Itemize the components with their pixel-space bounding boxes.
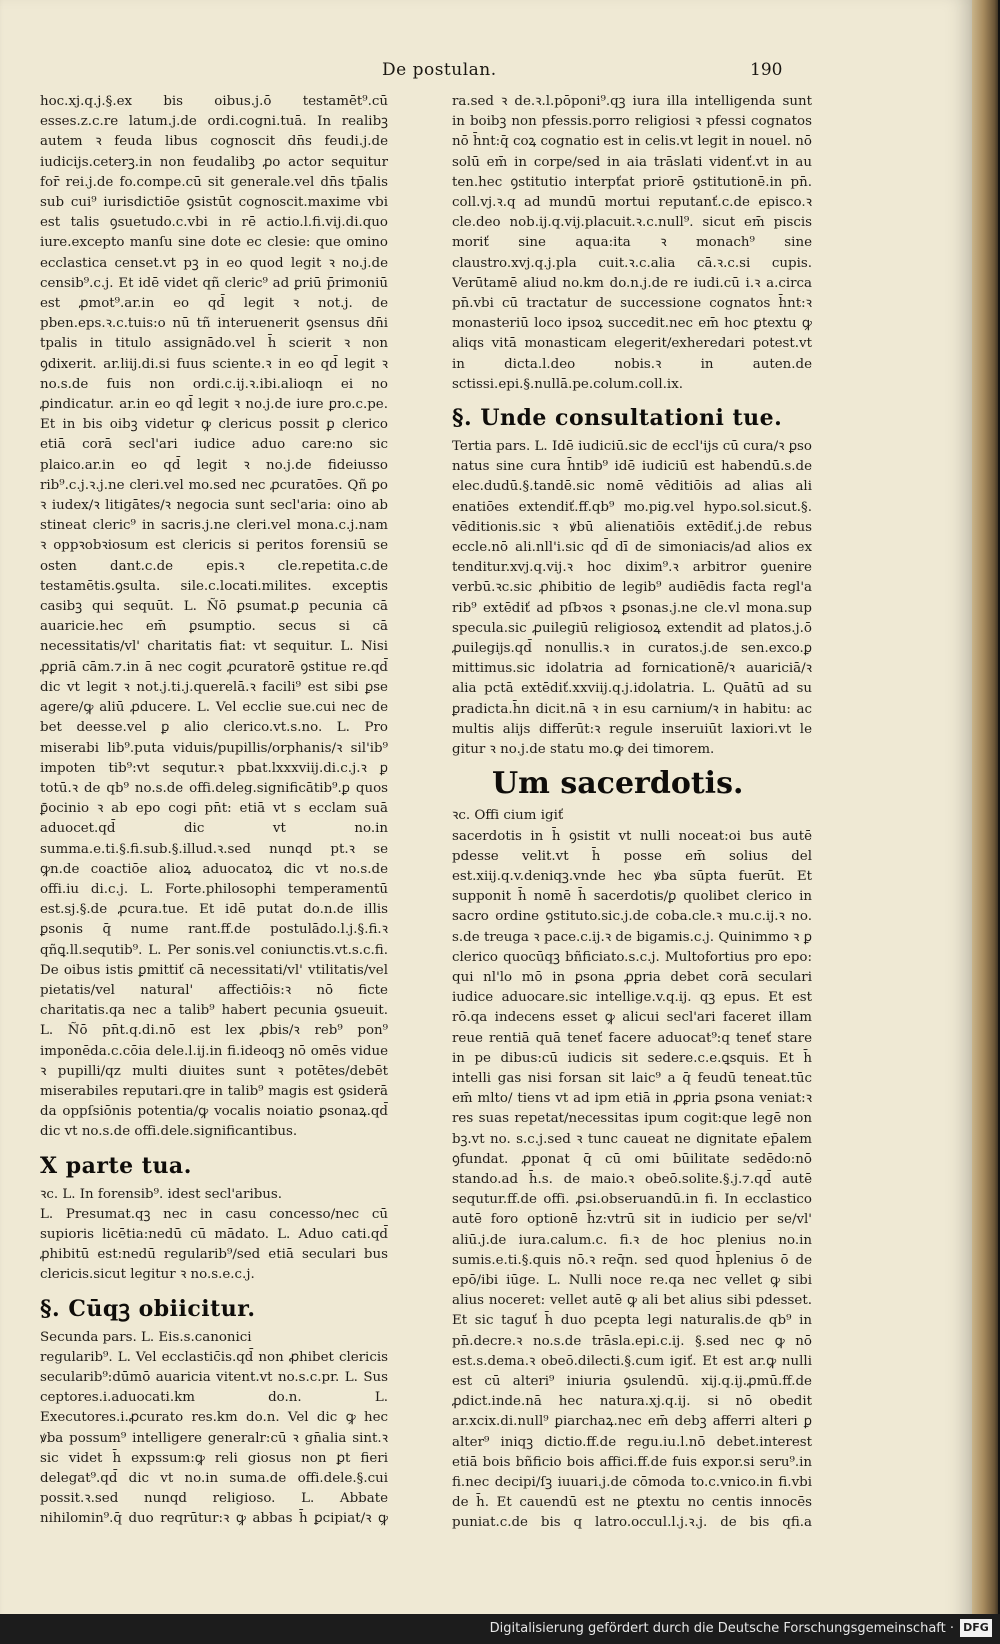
left-rubric-2: §. Cūqꝫ obiicitur. <box>40 1295 256 1322</box>
left-paragraph-1: hoc.xj.q.j.§.ex bis oibus.j.ō testamēt⁹.cū esses.z.c.re latum.j.de ordi.cogni.tuā. In realibꝫ autem ꝛ feuda libus cognoscit dn̄s feudi.j.de iudicijs.ceterꝫ.in non feudalibꝫ ꝓo actor sequitur for̄ rei.j.de fo.compe.cū sit generale.vel dn̄s tp̄alis sub cui⁹ iurisdictiōe ꝯsistūt cognoscit.maxime vbi est talis ꝯsuetudo.c.vbi in rē actio.l.fi.vij.di.quo iure.excepto manſu sine dote ec clesie: que omino ecclastica censet.vt pꝫ in eo quod legit ꝛ no.j.de censib⁹.c.j. Et idē videt qñ cleric⁹ ad ꝑriū p̄rimoniū est ꝓmot⁹.ar.in eo qd̄ legit ꝛ not.j. de pben.eps.ꝛ.c.tuis:o nū tñ interuenerit ꝯsensus dn̄i tpalis in titulo assignādo.vel h̄ scierit ꝛ non ꝯdixerit. ar.liij.di.si fuus sciente.ꝛ in eo qd̄ legit ꝛ no.s.de fuis non ordi.c.ij.ꝛ.ibi.alioqn ei no ꝓindicatur. ar.in eo qd̄ legit ꝛ no.j.de iure ꝑro.c.pe. Et in bis oibꝫ videtur ꝙ clericus possit ꝑ clerico etiā corā secl'ari iudice aduo care:no sic plaico.ar.in eo qd̄ legit ꝛ no.j.de fideiusso rib⁹.c.j.ꝛ.j.ne cleri.vel mo.sed nec ꝓcuratōes. Qñ ꝑo ꝛ iudex/ꝛ litigātes/ꝛ negocia sunt secl'aria: oino ab stineat cleric⁹ in sacris.j.ne cleri.vel mona.c.j.nam ꝛ oppꝛobꝛiosum est clericis si peritos forensiū se osten dant.c.de epis.ꝛ cle.repetita.c.de testamētis.ꝯsulta. sile.c.locati.milites. exceptis casibꝫ qui sequūt. L. Ñō ꝑsumat.ꝑ pecunia cā auaricie.hec em̄ ꝑsumptio. secus si cā necessitatis/vl' charitatis fiat: vt sequitur. L. Nisi ꝓꝑriā cām.⁊.in ā nec cogit ꝓcuratorē ꝯstitue re.qd̄ dic vt legit ꝛ not.j.ti.j.querelā.ꝛ facili⁹ est sibi ꝑse agere/ꝙ aliū ꝓducere. L. Vel ecclie sue.cui nec de bet deesse.vel ꝑ alio clerico.vt.s.no. L. Pro miserabi lib⁹.puta viduis/pupillis/orphanis/ꝛ sil'ib⁹ impoten tib⁹:vt sequtur.ꝛ pbat.lxxxviij.di.c.j.ꝛ ꝑ totū.ꝛ de qb⁹ no.s.de offi.deleg.significātib⁹.ꝑ quos ꝑ̄ocinio ꝛ ab epo cogi pn̄t: etiā vt s ecclam suā aduocet.qd̄ dic vt no.in summa.e.ti.§.fi.sub.§.illud.ꝛ.sed nunqd pt.ꝛ se ꝙn.de coactiōe alioꝝ aduocatoꝝ dic vt no.s.de offi.iu di.c.j. L. Forte.philosophi temperamentū est.sj.§.de ꝓcura.tue. Et idē putat do.n.de illis ꝑsonis q̄ nume rant.ff.de postulādo.l.j.§.fi.ꝛ qñꝗ.ll.sequtib⁹. L. Per sonis.vel coniunctis.vt.s.c.fi. De oibus istis ꝑmittiť cā necessitati/vl' vtilitatis/vel pietatis/vel natural' affectiōis:ꝛ nō ficte charitatis.qa nec a talib⁹ habert pecunia ꝯsueuit. L. Ñō pn̄t.q.di.nō est lex ꝓbis/ꝛ reb⁹ pon⁹ imponēda.c.cōia dele.l.ij.in fi.ideoqꝫ nō omēs vidue ꝛ pupilli/qz multi diuites sunt ꝛ potētes/debēt miserabiles reputari.qre in talib⁹ magis est ꝯsiderā da oppſsiōnis potentia/ꝙ vocalis noiatio ꝑsonaꝝ.qd̄ dic vt no.s.de offi.dele.significantibus. <box>40 94 388 1140</box>
page-edge <box>972 0 1000 1644</box>
right-paragraph-3: sacerdotis in h̄ ꝯsistit vt nulli noceat:oi bus autē pdesse velit.vt h̄ posse em̄ solius del est.xiij.q.v.deniqꝫ.vnde hec ꝟba sūpta fuerūt. Et supponit h̄ nomē h̄ sacerdotis/ꝑ quolibet clerico in sacro ordine ꝯstituto.sic.j.de coba.cle.ꝛ mu.c.ij.ꝛ no. s.de treuga ꝛ pace.c.ij.ꝛ de bigamis.c.j. Quinimmo ꝛ ꝑ clerico quocūqꝫ bñficiato.s.c.j. Multofortius pro epo: qui nl'lo mō in ꝑsona ꝓꝑria debet corā seculari iudice aduocare.sic intellige.v.q.ij. qꝫ epus. Et est rō.qa indecens esset ꝙ alicui secl'ari faceret illam reue rentiā quā teneť facere aduocat⁹:q teneť stare in pe dibus:cū iudicis sit sedere.c.e.ꝗsquis. Et h̄ intelli gas nisi forsan sit laic⁹ a q̄ feudū teneat.tūc em̄ mlto/ tiens vt ad ipm etiā in ꝓꝑria ꝑsona veniat:ꝛ res suas repetat/necessitas ipum cogit:que legē non bꝫ.vt no. s.c.j.sed ꝛ tunc caueat ne dignitate ep̄alem ꝯfundat. ꝓponat q̄ cū omi būilitate sedēdo:nō stando.ad h̄.s. de maio.ꝛ obeō.solite.§.j.⁊.qd̄ autē sequtur.ff.de offi. ꝓsi.obseruandū.in fi. In ecclastico autē foro optionē h̄z:vtrū sit in iudicio per se/vl' aliū.j.de iura.calum.c. fi.ꝛ de hoc plenius no.in sumis.e.ti.§.quis nō.ꝛ req̄n. sed quod h̄plenius ō de epō/ibi iūge. L. Nulli noce re.qa nec vellet ꝙ sibi alius noceret: vellet autē ꝙ ali bet alius sibi pdesset. Et sic taguť h̄ duo pcepta legi naturalis.de qb⁹ in pn̄.decre.ꝛ no.s.de trāsla.epi.c.ij. §.sed nec ꝙ nō est.s.dema.ꝛ obeō.dilecti.§.cum igiť. Et est ar.ꝙ nulli est cū alteri⁹ iniuria ꝯsulendū. xij.q.ij.ꝓmū.ff.de ꝓdict.inde.nā hec natura.xj.q.ij. si nō obedit ar.xcix.di.null⁹ ꝑiarchaꝝ.nec em̄ debꝫ afferri alteri ꝑ alter⁹ iniqꝫ dictio.ff.de regu.iu.l.nō debet.interest etiā bois bñficio bois affici.ff.de fuis expor.si seru⁹.in fi.nec decipi/ſꝫ iuuari.j.de cōmoda to.c.vnico.in fi.vbi de h̄. Et cauendū est ne ꝑtextu no centis innocēs puniat.c.de bis q latro.occul.l.j.ꝛ.j. de bis qfi.a <box>452 828 812 1530</box>
page-number: 190 <box>750 60 783 80</box>
funding-note: Digitalisierung gefördert durch die Deutsche Forschungsgemeinschaft · <box>489 1621 954 1636</box>
digitization-footer <box>0 1614 1000 1644</box>
running-head: De postulan. <box>382 60 497 80</box>
right-rubric-1: §. Unde consultationi tue. <box>452 405 783 432</box>
page-header <box>0 58 972 88</box>
left-paragraph-3: regularib⁹. L. Vel ecclastic̄is.qd̄ non ꝓhibet clericis secularib⁹:dūmō auaricia vitent.vt no.s.c.pr. L. Sus ceptores.i.aduocati.km do.n. L. Executores.i.ꝓcurato res.km do.n. Vel dic ꝙ hec ꝟba possum⁹ intelligere generalr:cū ꝛ gn̄alia sint.ꝛ sic videt h̄ expssum:ꝙ reli giosus non ꝑt fieri delegat⁹.qd̄ dic vt no.in suma.de offi.dele.§.cui possit.ꝛ.sed nunqd religioso. L. Abbate nihilomin⁹.q̄ duo reqrūtur:ꝛ ꝙ abbas h̄ ꝑcipiat/ꝛ ꝙ <box>40 1349 388 1527</box>
dfg-logo: DFG <box>960 1619 992 1637</box>
right-rubric-2: Um sacerdotis. <box>492 766 744 802</box>
right-gloss-1: ꝛc. Offi cium igiť <box>452 808 564 824</box>
left-column <box>40 92 388 1530</box>
right-column <box>452 92 812 1530</box>
left-paragraph-2: L. Presumat.qꝫ nec in casu concesso/nec cū supioris licētia:nedū cū mādato. L. Aduo cati.qd̄ ꝓhibitū est:nedū regularib⁹/sed etiā seculari bus clericis.sicut legitur ꝛ no.s.e.c.j. <box>40 1206 388 1283</box>
right-paragraph-2: Tertia pars. L. Idē iudiciū.sic de eccl'ijs cū cura/ꝛ ꝑso natus sine cura h̄ntib⁹ idē iudiciū est habendū.s.de elec.dudū.§.tandē.sic nomē vēditiōis ad alias ali enatiōes extendiť.ff.qb⁹ mo.pig.vel hypo.sol.sicut.§. vēditionis.sic ꝛ ꝟbū alienatiōis extēdiť.j.de rebus eccle.nō ali.nll'i.sic qd̄ dī de simoniacis/ad alios ex tenditur.xvj.q.vij.ꝛ hoc dixim⁹.ꝛ arbitror ꝯuenire verbū.ꝛc.sic ꝓhibitio de legib⁹ audiēdis facta regl'a rib⁹ extēdiť ad pſbꝛos ꝛ ꝑsonas.j.ne cle.vl mona.sup specula.sic ꝓuilegiū religiosoꝝ extendit ad platos.j.ō ꝓuilegijs.qd̄ nonullis.ꝛ in curatos.j.de sen.exco.ꝑ mittimus.sic idolatria ad fornicationē/ꝛ auariciā/ꝛ alia pctā extēdiť.xxviij.q.j.idolatria. L. Quātū ad su ꝑradicta.h̄n dicit.nā ꝛ in esu carnium/ꝛ in habitu: ac multis alijs differūt:ꝛ regule inseruiūt laxiori.vt le gitur ꝛ no.j.de statu mo.ꝙ dei timorem. <box>452 439 812 758</box>
left-gloss-1: ꝛc. L. In forensib⁹. idest secl'aribus. <box>40 1186 283 1202</box>
left-gloss-2: Secunda pars. L. Eis.s.canonici <box>40 1329 252 1345</box>
right-paragraph-1: ra.sed ꝛ de.ꝛ.l.pōponi⁹.qꝫ iura illa intelligenda sunt in boibꝫ non pfessis.porro religiosi ꝛ pfessi cognatos nō h̄nt:q̄ coꝝ cognatio est in celis.vt legit in nouel. nō solū em̄ in corpe/sed in aia trāslati videnť.vt in au ten.hec ꝯstitutio interpťat priorē ꝯstitutionē.in pn̄. coll.vj.ꝛ.q ad mundū mortui reputanť.c.de episco.ꝛ cle.deo nob.ij.q.vij.placuit.ꝛ.c.null⁹. sicut em̄ piscis moriť sine aqua:ita ꝛ monach⁹ sine claustro.xvj.q.j.pla cuit.ꝛ.c.alia cā.ꝛ.c.si cupis. Verūtamē aliud no.km do.n.j.de re iudi.cū i.ꝛ a.circa pn̄.vbi cū tractatur de successione cognatos h̄nt:ꝛ monasteriū loco ipsoꝝ succedit.nec em̄ hoc ꝑtextu ꝙ aliqs vitā monasticam elegerit/exheredari potest.vt in dicta.l.deo nobis.ꝛ in auten.de sctissi.epi.§.nullā.pe.colum.coll.ix. <box>452 94 812 392</box>
left-rubric-1: X parte tua. <box>40 1152 192 1179</box>
